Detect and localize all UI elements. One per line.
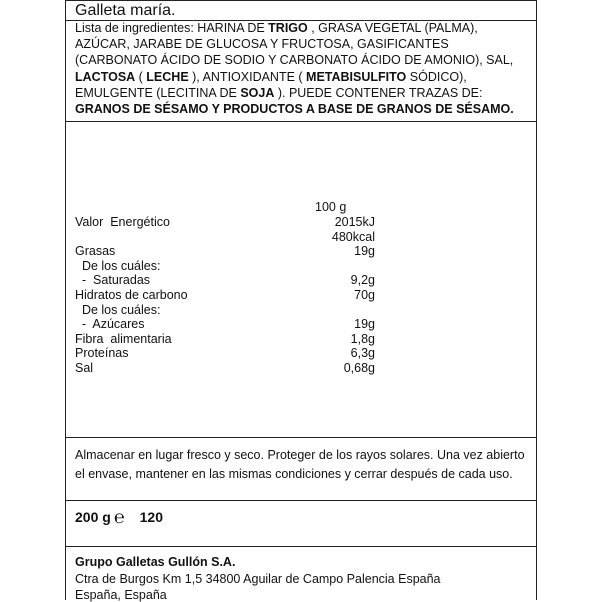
manufacturer-address: Ctra de Burgos Km 1,5 34800 Aguilar de Campo Palencia España: [75, 572, 441, 586]
nutrition-label: Valor Energético: [75, 215, 170, 229]
estimated-sign-icon: ℮: [113, 507, 125, 527]
allergen-term: LECHE: [146, 69, 189, 84]
nutrition-row: [75, 288, 375, 302]
allergen-term: TRIGO: [268, 21, 308, 35]
nutrition-value: 70g: [354, 288, 375, 302]
product-name: Galleta maría.: [75, 2, 176, 19]
nutrition-label: Hidratos de carbono: [75, 288, 188, 302]
allergen-term: SOJA: [240, 85, 275, 100]
nutrition-label: Fibra alimentaria: [75, 331, 172, 346]
allergen-term: METABISULFITO: [306, 69, 407, 84]
divider-weight: [65, 546, 537, 547]
net-weight-value: 200 g: [75, 509, 111, 525]
nutrition-per-header: 100 g: [315, 200, 347, 214]
nutrition-row: [75, 244, 375, 258]
nutrition-label: De los cuáles:: [75, 258, 161, 273]
nutrition-value: 2015kJ: [334, 215, 375, 229]
ingredients-text: (: [135, 69, 147, 84]
nutrition-row: [75, 303, 375, 317]
nutrition-label: - Saturadas: [75, 273, 151, 288]
allergen-term: LACTOSA: [75, 69, 136, 84]
allergen-traces: GRANOS DE SÉSAMO Y PRODUCTOS A BASE DE GRANOS DE SÉSAMO.: [75, 102, 514, 117]
divider-top: [65, 0, 537, 1]
unit-count: 120: [139, 509, 163, 525]
country-of-origin: España, España: [75, 588, 167, 602]
nutrition-row: [75, 346, 375, 360]
nutrition-row: [75, 215, 375, 229]
ingredients-list: [75, 20, 530, 117]
divider-nutrition: [65, 437, 537, 438]
manufacturer-name: Grupo Galletas Gullón S.A.: [75, 555, 236, 569]
nutrition-value: 1,8g: [350, 331, 375, 346]
ingredients-text: ), ANTIOXIDANTE (: [188, 69, 307, 84]
nutrition-label: Sal: [75, 361, 94, 375]
net-weight: [75, 509, 163, 525]
storage-instructions: Almacenar en lugar fresco y seco. Proteger de los rayos solares. Una vez abierto el envase, mantener en las mismas condiciones y cerrar después de cada uso.: [75, 448, 525, 481]
nutrition-value: 480kcal: [331, 229, 375, 244]
nutrition-value: 6,3g: [350, 346, 375, 361]
nutrition-label: Grasas: [75, 244, 116, 259]
nutrition-value: 19g: [354, 317, 375, 332]
nutrition-label: - Azúcares: [75, 317, 145, 332]
ingredients-text: , GRASA VEGETAL (PALMA), AZÚCAR, JARABE DE GLUCOSA Y FRUCTOSA, GASIFICANTES (CARBONATO ÁCIDO DE SODIO Y CARBONATO ÁCIDO DE AMONIO), SAL,: [75, 21, 514, 68]
ingredients-text: SÓDICO), EMULGENTE (LECITINA DE: [75, 69, 467, 100]
nutrition-value: 9,2g: [350, 273, 375, 288]
nutrition-label: Proteínas: [75, 346, 129, 361]
nutrition-value: 0,68g: [343, 361, 375, 375]
nutrition-row: [75, 230, 375, 244]
nutrition-row: [75, 273, 375, 287]
divider-ingredients: [65, 121, 537, 122]
ingredients-text: ). PUEDE CONTENER TRAZAS DE:: [274, 85, 483, 100]
nutrition-row: [75, 361, 375, 375]
nutrition-row: [75, 317, 375, 331]
divider-storage: [65, 500, 537, 501]
nutrition-label: De los cuáles:: [75, 302, 161, 317]
nutrition-value: 19g: [354, 244, 375, 259]
nutrition-row: [75, 332, 375, 346]
ingredients-text: Lista de ingredientes: HARINA DE: [75, 21, 269, 35]
nutrition-row: [75, 259, 375, 273]
